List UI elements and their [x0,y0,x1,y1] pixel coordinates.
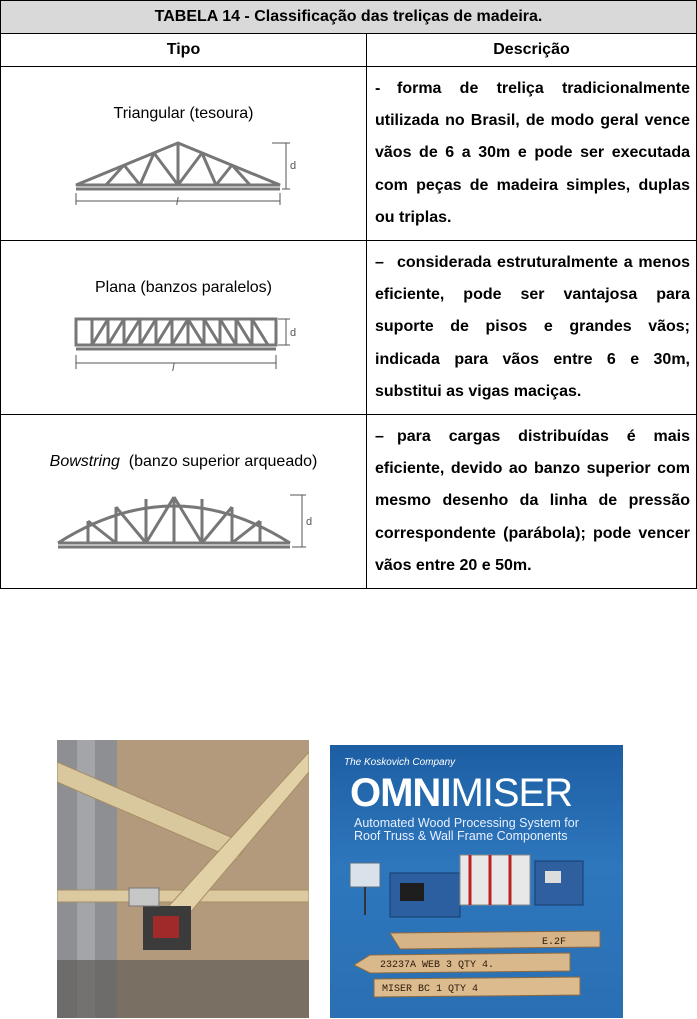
height-dimension-label: d [289,160,296,172]
span-dimension-label: l [175,196,178,208]
height-dimension-label: d [289,327,296,340]
span-dimension-label: l [171,362,174,375]
type-cell [1,67,367,241]
type-name: Triangular (tesoura) [113,105,254,122]
board-label-2: 23237A WEB 3 QTY 4. [380,960,495,971]
description-text: forma de treliça tradicionalmente utilizada no Brasil, de modo geral vence vãos de 6 a 30m e pode ser executada com peças de madeira simples, duplas ou triplas. [375,80,690,226]
description-cell [367,67,697,241]
description-text: considerada estruturalmente a menos eficiente, pode ser vantajosa para suporte de pisos e grandes vãos; indicada para vãos entre 6 e 30m, substitui as vigas maciças. [375,254,690,400]
triangular-truss-diagram [64,135,304,209]
table-row [1,241,697,415]
type-name [1,453,366,471]
column-header-type: Tipo [1,34,367,67]
description-cell [367,415,697,589]
truss-assembly-illustration [57,740,309,1018]
subtitle-line-2: Roof Truss & Wall Frame Components [354,829,568,843]
brand-name: The Koskovich Company [344,757,456,768]
product-logo [350,771,572,816]
table-caption: TABELA 14 - Classificação das treliças de madeira. [1,1,697,34]
logo-light: MISER [450,771,573,815]
logo-bold: OMNI [350,771,451,815]
truss-assembly-photo [57,740,309,1018]
omnimiser-advertisement [330,745,623,1018]
description-cell [367,241,697,415]
bullet-dash: – [375,428,384,446]
product-subtitle [354,817,579,843]
description-text: para cargas distribuídas é mais eficiente, devido ao banzo superior com mesmo desenho da linha de pressão correspondente (parábola); pode vencer vãos entre 20 e 50m. [375,428,690,574]
type-name: Plana (banzos paralelos) [95,279,272,297]
height-dimension-label: d [305,516,312,529]
type-cell [1,241,367,415]
parallel-chord-truss-diagram [64,309,304,379]
subtitle-line-1: Automated Wood Processing System for [354,816,579,830]
type-cell [1,415,367,589]
table-row [1,415,697,589]
board-label-3: MISER BC 1 QTY 4 [382,984,479,995]
bullet-dash: - [375,80,381,97]
board-label-1: E.2F [542,937,567,948]
column-header-description: Descrição [367,34,697,67]
bowstring-truss-diagram [44,483,324,559]
machinery-and-boards-illustration [330,843,623,1018]
bullet-dash: – [375,254,384,272]
type-name-rest: (banzo superior arqueado) [128,453,318,471]
type-name-italic: Bowstring [49,453,120,471]
table-row [1,67,697,241]
